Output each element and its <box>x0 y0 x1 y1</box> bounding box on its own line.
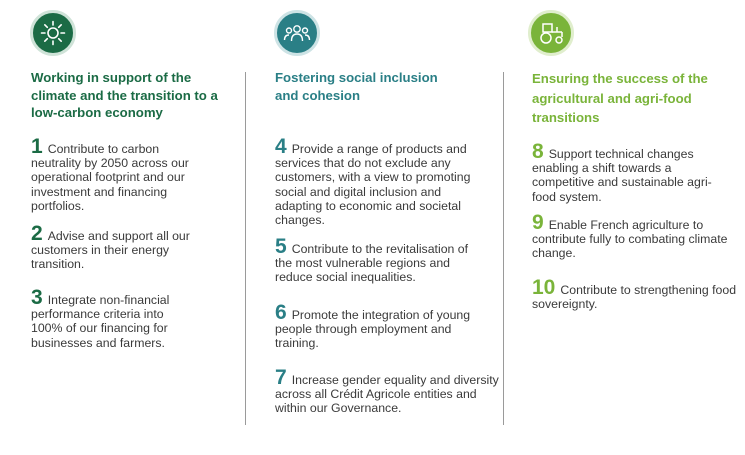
list-item <box>532 211 737 261</box>
item-number: 4 <box>275 135 287 158</box>
item-number: 6 <box>275 301 287 324</box>
list-item <box>31 286 196 350</box>
list-item <box>31 222 191 272</box>
list-item <box>532 276 742 312</box>
list-item <box>275 235 485 285</box>
item-text: Promote the integration of young people through employment and training. <box>275 308 471 351</box>
column-heading: Ensuring the success of the agricultural and agri-food transitions <box>532 71 708 125</box>
item-text: Increase gender equality and diversity across all Crédit Agricole entities and within our Governance. <box>275 373 499 416</box>
item-text: Contribute to the revitalisation of the most vulnerable regions and reduce social inequalities. <box>275 242 469 285</box>
item-number: 8 <box>532 140 544 163</box>
item-number: 3 <box>31 286 43 309</box>
people-group-icon <box>274 10 320 56</box>
tractor-icon <box>528 10 574 56</box>
list-item <box>275 301 475 351</box>
column-divider <box>503 72 504 425</box>
list-item <box>532 140 732 204</box>
item-number: 2 <box>31 222 43 245</box>
list-item <box>31 135 201 213</box>
item-text: Support technical changes enabling a shift towards a competitive and sustainable agri-food system. <box>532 147 712 204</box>
item-text: Advise and support all our customers in their energy transition. <box>31 229 190 272</box>
item-text: Provide a range of products and services that do not exclude any customers, with a view to promoting social and digital inclusion and adapting to economic and societal changes. <box>275 142 471 228</box>
column-divider <box>245 72 246 425</box>
list-item <box>275 366 500 416</box>
item-text: Integrate non-financial performance criteria into 100% of our financing for businesses and farmers. <box>31 293 170 350</box>
item-text: Contribute to strengthening food sovereignty. <box>532 283 737 312</box>
item-number: 9 <box>532 211 544 234</box>
item-number: 1 <box>31 135 43 158</box>
item-number: 7 <box>275 366 287 389</box>
item-text: Enable French agriculture to contribute fully to combating climate change. <box>532 218 728 261</box>
sun-icon <box>30 10 76 56</box>
item-number: 10 <box>532 276 556 299</box>
column-heading: Fostering social inclusion and cohesion <box>275 70 438 103</box>
column-heading: Working in support of the climate and the transition to a low-carbon economy <box>31 70 218 120</box>
item-number: 5 <box>275 235 287 258</box>
list-item <box>275 135 485 228</box>
item-text: Contribute to carbon neutrality by 2050 across our operational footprint and our investment and financing portfolios. <box>31 142 189 213</box>
